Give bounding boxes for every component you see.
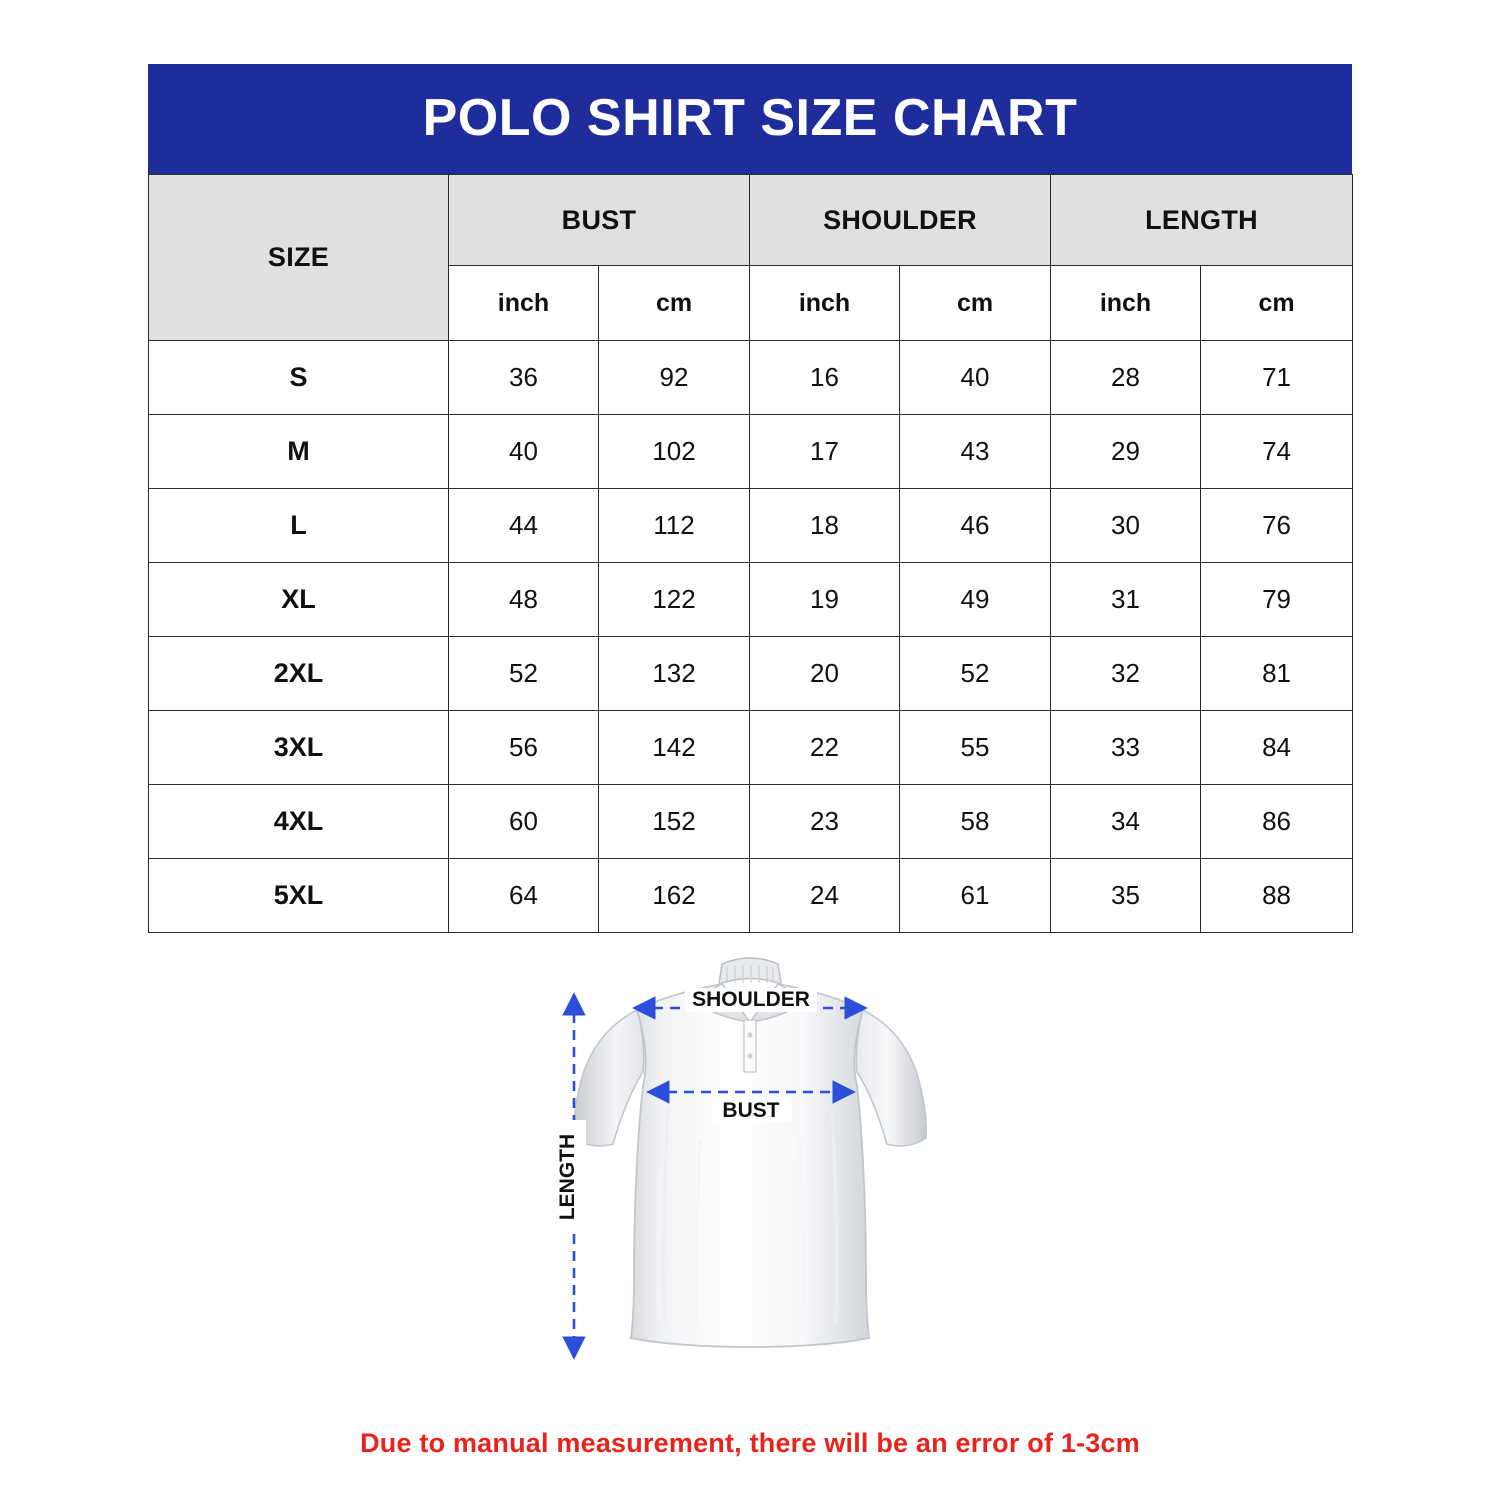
cell-length-cm: 81 [1201, 637, 1353, 711]
table-row [149, 415, 1353, 489]
size-chart-card [148, 64, 1352, 933]
table-row [149, 711, 1353, 785]
cell-length-inch: 28 [1051, 341, 1201, 415]
cell-length-inch: 35 [1051, 859, 1201, 933]
unit-shoulder-inch: inch [750, 266, 900, 341]
cell-shoulder-inch: 20 [750, 637, 900, 711]
cell-bust-inch: 48 [449, 563, 599, 637]
unit-length-inch: inch [1051, 266, 1201, 341]
cell-bust-inch: 52 [449, 637, 599, 711]
unit-bust-inch: inch [449, 266, 599, 341]
cell-bust-inch: 44 [449, 489, 599, 563]
table-row [149, 563, 1353, 637]
cell-shoulder-cm: 52 [900, 637, 1051, 711]
cell-bust-inch: 60 [449, 785, 599, 859]
cell-shoulder-cm: 40 [900, 341, 1051, 415]
cell-length-inch: 32 [1051, 637, 1201, 711]
header-length: LENGTH [1051, 175, 1353, 266]
cell-length-inch: 30 [1051, 489, 1201, 563]
cell-length-inch: 33 [1051, 711, 1201, 785]
unit-bust-cm: cm [599, 266, 750, 341]
cell-shoulder-inch: 19 [750, 563, 900, 637]
cell-bust-inch: 40 [449, 415, 599, 489]
header-bust: BUST [449, 175, 750, 266]
cell-length-cm: 76 [1201, 489, 1353, 563]
chart-title: POLO SHIRT SIZE CHART [148, 64, 1352, 174]
cell-bust-cm: 132 [599, 637, 750, 711]
length-label: LENGTH [556, 1133, 579, 1221]
size-table [148, 174, 1353, 933]
cell-bust-cm: 122 [599, 563, 750, 637]
cell-length-cm: 71 [1201, 341, 1353, 415]
cell-shoulder-inch: 16 [750, 341, 900, 415]
cell-bust-cm: 142 [599, 711, 750, 785]
cell-length-cm: 86 [1201, 785, 1353, 859]
table-row [149, 859, 1353, 933]
cell-shoulder-inch: 22 [750, 711, 900, 785]
cell-bust-cm: 152 [599, 785, 750, 859]
cell-bust-inch: 64 [449, 859, 599, 933]
cell-shoulder-cm: 43 [900, 415, 1051, 489]
cell-shoulder-cm: 46 [900, 489, 1051, 563]
cell-shoulder-cm: 55 [900, 711, 1051, 785]
cell-shoulder-inch: 23 [750, 785, 900, 859]
polo-shirt-illustration [574, 958, 926, 1347]
cell-length-cm: 88 [1201, 859, 1353, 933]
shoulder-label: SHOULDER [692, 988, 810, 1011]
cell-size: 3XL [149, 711, 449, 785]
cell-shoulder-cm: 58 [900, 785, 1051, 859]
cell-length-cm: 74 [1201, 415, 1353, 489]
cell-size: L [149, 489, 449, 563]
cell-size: XL [149, 563, 449, 637]
cell-shoulder-inch: 18 [750, 489, 900, 563]
cell-length-inch: 31 [1051, 563, 1201, 637]
table-row [149, 785, 1353, 859]
table-group-header-row [149, 175, 1353, 266]
table-row [149, 341, 1353, 415]
cell-length-cm: 84 [1201, 711, 1353, 785]
cell-bust-inch: 56 [449, 711, 599, 785]
cell-length-cm: 79 [1201, 563, 1353, 637]
cell-bust-cm: 102 [599, 415, 750, 489]
unit-shoulder-cm: cm [900, 266, 1051, 341]
cell-length-inch: 34 [1051, 785, 1201, 859]
cell-size: 4XL [149, 785, 449, 859]
cell-bust-cm: 92 [599, 341, 750, 415]
cell-shoulder-cm: 49 [900, 563, 1051, 637]
header-size: SIZE [149, 175, 449, 341]
cell-size: 2XL [149, 637, 449, 711]
cell-bust-cm: 112 [599, 489, 750, 563]
bust-label: BUST [722, 1099, 780, 1122]
cell-shoulder-inch: 24 [750, 859, 900, 933]
cell-shoulder-cm: 61 [900, 859, 1051, 933]
cell-bust-inch: 36 [449, 341, 599, 415]
cell-shoulder-inch: 17 [750, 415, 900, 489]
table-row [149, 489, 1353, 563]
header-shoulder: SHOULDER [750, 175, 1051, 266]
cell-size: M [149, 415, 449, 489]
measurement-note: Due to manual measurement, there will be an error of 1-3cm [360, 1428, 1140, 1458]
measurement-diagram [0, 940, 1500, 1410]
table-row [149, 637, 1353, 711]
cell-bust-cm: 162 [599, 859, 750, 933]
cell-size: S [149, 341, 449, 415]
cell-size: 5XL [149, 859, 449, 933]
cell-length-inch: 29 [1051, 415, 1201, 489]
unit-length-cm: cm [1201, 266, 1353, 341]
